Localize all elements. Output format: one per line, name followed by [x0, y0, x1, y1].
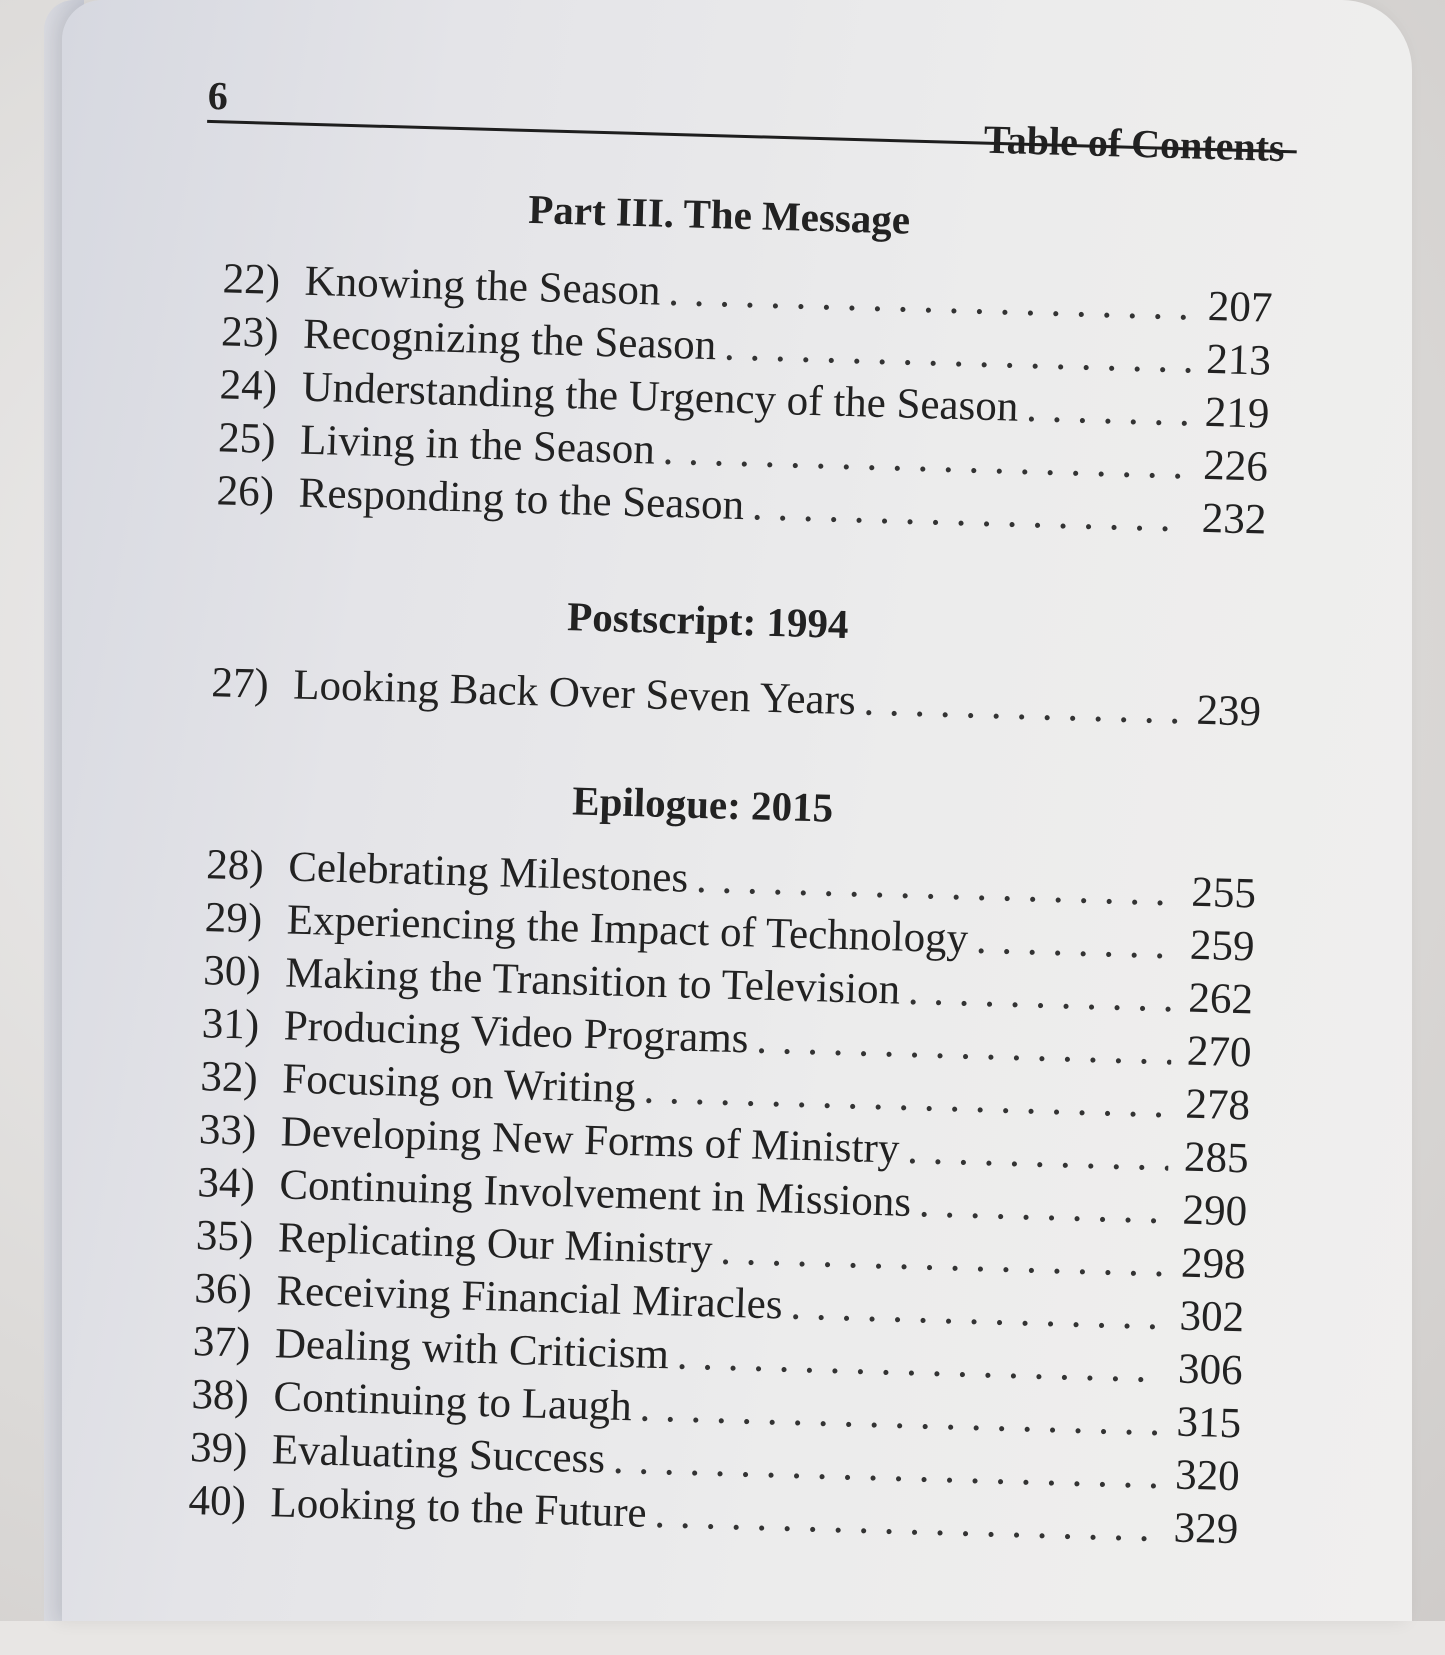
chapter-number: 36)	[193, 1265, 253, 1314]
chapter-page-number: 213	[1205, 335, 1272, 385]
chapter-number: 25)	[217, 414, 277, 463]
chapter-page-number: 239	[1195, 686, 1262, 736]
section-heading-part-iii: Part III. The Message	[527, 185, 911, 243]
chapter-number: 26)	[216, 467, 275, 516]
chapter-page-number: 226	[1202, 441, 1269, 491]
chapter-title: Evaluating Success	[271, 1426, 606, 1483]
toc-list-postscript	[211, 656, 1262, 738]
chapter-number: 38)	[190, 1371, 250, 1420]
toc-list-epilogue	[188, 838, 1257, 1556]
chapter-number: 37)	[192, 1318, 252, 1367]
chapter-title: Focusing on Writing	[281, 1055, 637, 1113]
chapter-number: 31)	[201, 1000, 260, 1049]
dot-leader	[751, 479, 1187, 544]
chapter-title: Recognizing the Season	[302, 310, 717, 370]
chapter-title: Dealing with Criticism	[274, 1320, 670, 1379]
chapter-title: Celebrating Milestones	[287, 843, 689, 902]
chapter-title: Replicating Our Ministry	[277, 1214, 714, 1274]
chapter-page-number: 232	[1201, 494, 1268, 544]
chapter-number: 27)	[210, 659, 270, 708]
chapter-page-number: 290	[1181, 1186, 1248, 1236]
dot-leader	[863, 675, 1182, 737]
chapter-page-number: 270	[1186, 1027, 1253, 1077]
running-head: Table of Contents	[983, 116, 1286, 171]
chapter-page-number: 302	[1178, 1292, 1245, 1342]
chapter-page-number: 285	[1183, 1133, 1250, 1183]
chapter-page-number: 306	[1177, 1345, 1244, 1395]
dot-leader	[1026, 381, 1191, 439]
chapter-page-number: 262	[1187, 974, 1254, 1024]
chapter-title: Living in the Season	[299, 416, 656, 474]
chapter-number: 24)	[219, 361, 278, 410]
chapter-title: Looking to the Future	[269, 1479, 648, 1537]
chapter-number: 28)	[205, 841, 265, 890]
chapter-page-number: 315	[1176, 1398, 1242, 1448]
chapter-number: 22)	[222, 255, 281, 305]
chapter-page-number: 219	[1204, 388, 1271, 438]
chapter-number: 33)	[198, 1106, 257, 1155]
toc-list-part-iii	[216, 252, 1273, 546]
chapter-title: Developing New Forms of Ministry	[280, 1108, 901, 1173]
dot-leader	[918, 1176, 1167, 1236]
toc-entry	[211, 656, 1262, 738]
page-number: 6	[207, 72, 229, 119]
chapter-number: 34)	[196, 1159, 256, 1208]
chapter-page-number: 278	[1184, 1080, 1251, 1130]
chapter-page-number: 329	[1173, 1504, 1239, 1554]
chapter-number: 32)	[199, 1053, 259, 1102]
chapter-title: Understanding the Urgency of the Season	[301, 363, 1020, 431]
chapter-number: 39)	[189, 1423, 249, 1473]
chapter-page-number: 298	[1180, 1239, 1247, 1289]
section-heading-postscript: Postscript: 1994	[566, 593, 850, 648]
chapter-number: 30)	[202, 947, 262, 996]
chapter-title: Making the Transition to Television	[284, 949, 901, 1014]
dot-leader	[975, 913, 1175, 972]
chapter-number: 35)	[195, 1212, 254, 1261]
chapter-number: 29)	[204, 894, 263, 943]
section-heading-epilogue: Epilogue: 2015	[571, 777, 834, 831]
chapter-page-number: 207	[1207, 282, 1273, 332]
chapter-page-number: 255	[1190, 868, 1257, 918]
chapter-page-number: 320	[1174, 1451, 1241, 1501]
dot-leader	[907, 964, 1173, 1024]
chapter-number: 23)	[220, 308, 280, 357]
chapter-title: Experiencing the Impact of Technology	[286, 896, 969, 963]
chapter-title: Continuing Involvement in Missions	[278, 1161, 912, 1227]
chapter-number: 40)	[187, 1476, 247, 1526]
chapter-page-number: 259	[1189, 921, 1256, 971]
chapter-title: Knowing the Season	[304, 257, 662, 315]
dot-leader	[907, 1123, 1170, 1183]
chapter-title: Looking Back Over Seven Years	[292, 661, 857, 725]
chapter-title: Producing Video Programs	[283, 1002, 750, 1063]
chapter-title: Responding to the Season	[298, 469, 745, 530]
chapter-title: Continuing to Laugh	[272, 1373, 633, 1431]
chapter-title: Receiving Financial Miracles	[275, 1267, 784, 1329]
